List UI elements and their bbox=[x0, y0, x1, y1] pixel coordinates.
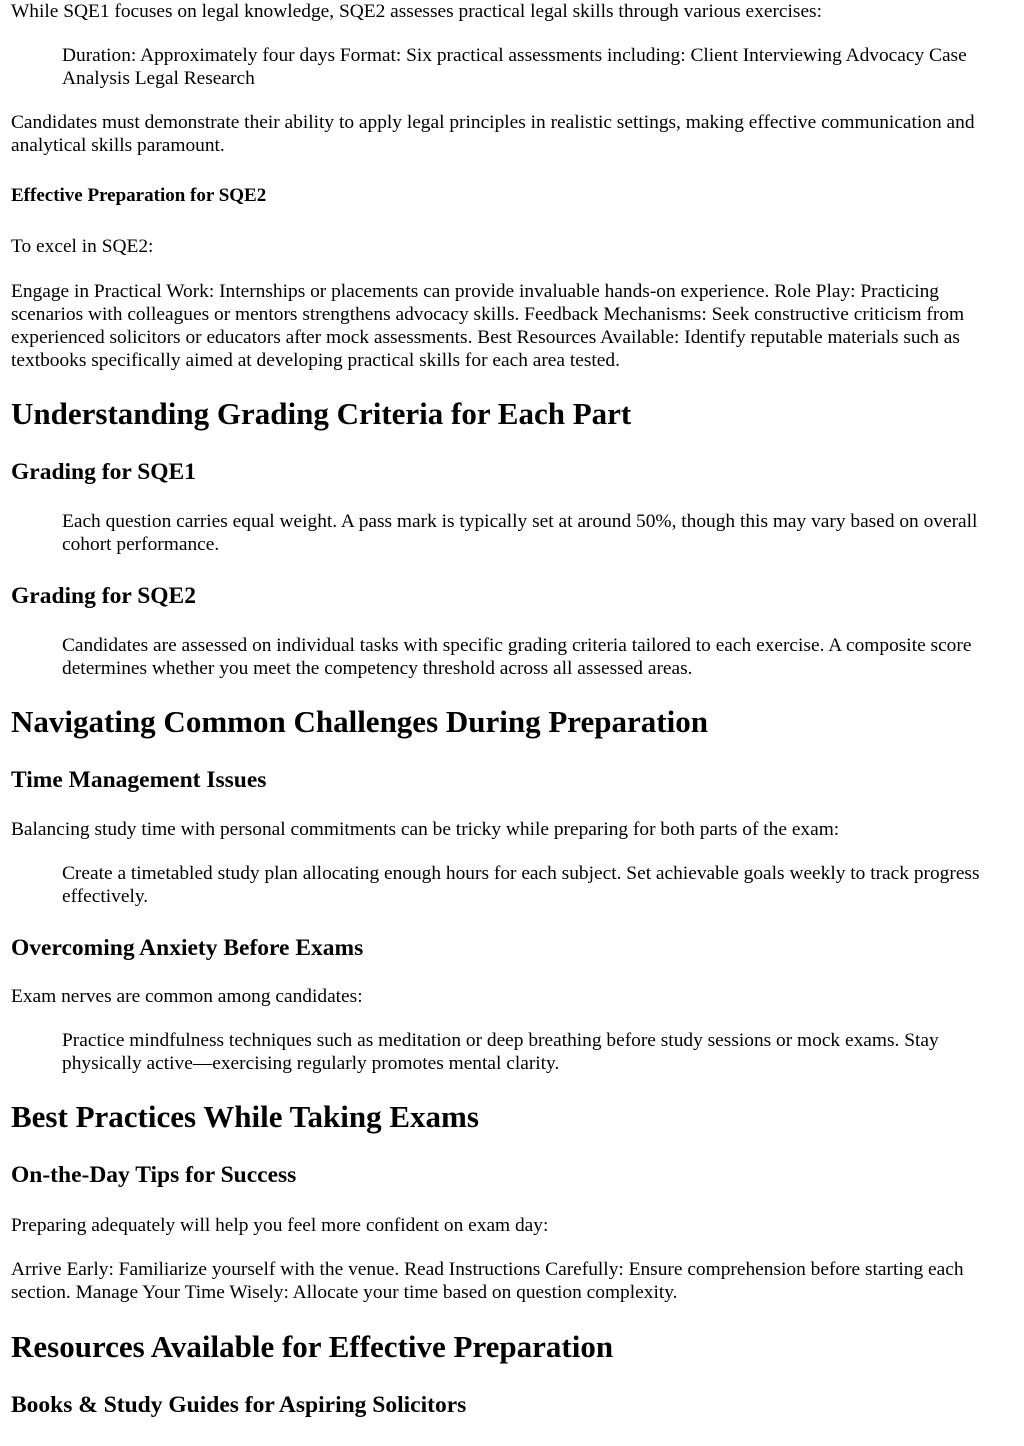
exam-nerves-paragraph: Exam nerves are common among candidates: bbox=[11, 986, 363, 1007]
best-practices-heading: Best Practices While Taking Exams bbox=[11, 1099, 479, 1134]
timetable-blockquote: Create a timetabled study plan allocating enough hours for each subject. Set achievable goals weekly to track progress effectively. bbox=[62, 863, 980, 907]
books-study-guides-heading: Books & Study Guides for Aspiring Solicitors bbox=[11, 1392, 467, 1418]
grading-sqe2-heading: Grading for SQE2 bbox=[11, 583, 196, 609]
grading-sqe1-heading: Grading for SQE1 bbox=[11, 459, 196, 485]
arrive-early-paragraph: Arrive Early: Familiarize yourself with the venue. Read Instructions Carefully: Ensure comprehension before starting each section. Manage Your Time Wisely: Allocate your time based on question complexity. bbox=[11, 1259, 964, 1303]
grading-sqe2-blockquote: Candidates are assessed on individual tasks with specific grading criteria tailored to each exercise. A composite score determines whether you meet the competency threshold across all assessed areas. bbox=[62, 635, 972, 679]
candidates-paragraph: Candidates must demonstrate their ability to apply legal principles in realistic settings, making effective communication and analytical skills paramount. bbox=[11, 112, 975, 156]
grading-criteria-heading: Understanding Grading Criteria for Each Part bbox=[11, 396, 632, 431]
duration-format-blockquote: Duration: Approximately four days Format: Six practical assessments including: Client Interviewing Advocacy Case Analysis Legal Research bbox=[62, 45, 967, 89]
engage-paragraph: Engage in Practical Work: Internships or placements can provide invaluable hands-on experience. Role Play: Practicing scenarios with colleagues or mentors strengthens advocacy skills. Feedback Mechanisms: Seek constructive criticism from experienced solicitors or educators after mock assessments. Best Resources Available: Identify reputable materials such as textbooks specifically aimed at developing practical skills for each area tested. bbox=[11, 281, 965, 371]
balancing-paragraph: Balancing study time with personal commitments can be tricky while preparing for both parts of the exam: bbox=[11, 819, 840, 840]
time-management-heading: Time Management Issues bbox=[11, 767, 267, 793]
common-challenges-heading: Navigating Common Challenges During Preparation bbox=[11, 704, 708, 739]
mindfulness-blockquote: Practice mindfulness techniques such as meditation or deep breathing before study sessions or mock exams. Stay physically active—exercising regularly promotes mental clarity. bbox=[62, 1030, 939, 1074]
to-excel-paragraph: To excel in SQE2: bbox=[11, 236, 154, 257]
resources-heading: Resources Available for Effective Preparation bbox=[11, 1329, 614, 1364]
intro-paragraph: While SQE1 focuses on legal knowledge, SQE2 assesses practical legal skills through various exercises: bbox=[11, 1, 822, 22]
on-the-day-tips-heading: On-the-Day Tips for Success bbox=[11, 1162, 297, 1188]
overcoming-anxiety-heading: Overcoming Anxiety Before Exams bbox=[11, 935, 364, 961]
effective-preparation-heading: Effective Preparation for SQE2 bbox=[11, 185, 267, 206]
grading-sqe1-blockquote: Each question carries equal weight. A pass mark is typically set at around 50%, though this may vary based on overall cohort performance. bbox=[62, 511, 978, 555]
preparing-paragraph: Preparing adequately will help you feel more confident on exam day: bbox=[11, 1215, 549, 1236]
